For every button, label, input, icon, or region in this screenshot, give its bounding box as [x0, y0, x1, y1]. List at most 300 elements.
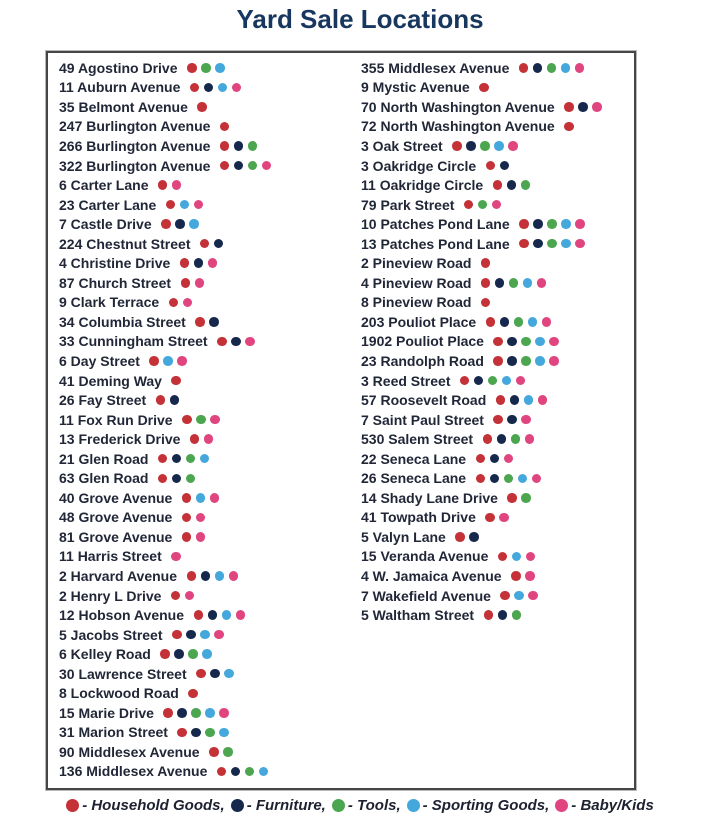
address-label: 9 Mystic Avenue: [361, 79, 470, 96]
household-category-dot: [496, 395, 506, 405]
address-label: 41 Deming Way: [59, 372, 162, 389]
address-label: 87 Church Street: [59, 274, 172, 291]
address-label: 63 Glen Road: [59, 470, 149, 487]
list-item: [361, 410, 634, 430]
address-label: 3 Reed Street: [361, 372, 451, 389]
baby-category-dot: [214, 630, 224, 640]
furniture-category-dot: [234, 141, 244, 151]
furniture-category-dot: [578, 102, 588, 112]
list-item: [361, 175, 634, 195]
household-category-dot: [511, 571, 521, 581]
address-label: 21 Glen Road: [59, 450, 149, 467]
list-item: [59, 762, 361, 782]
household-category-dot: [182, 532, 192, 542]
address-label: 14 Shady Lane Drive: [361, 489, 498, 506]
list-item: [361, 293, 634, 313]
list-item: [361, 136, 634, 156]
list-item: [59, 566, 361, 586]
address-label: 3 Oak Street: [361, 137, 443, 154]
furniture-category-dot: [533, 219, 543, 229]
furniture-category-dot: [177, 708, 187, 718]
address-label: 11 Harris Street: [59, 548, 162, 565]
furniture-category-dot: [533, 63, 543, 73]
address-label: 70 North Washington Avenue: [361, 98, 555, 115]
furniture-category-dot: [510, 395, 520, 405]
list-item: [59, 449, 361, 469]
household-category-dot: [564, 122, 574, 132]
list-item: [361, 78, 634, 98]
address-label: 90 Middlesex Avenue: [59, 743, 200, 760]
address-label: 7 Saint Paul Street: [361, 411, 484, 428]
tools-category-dot: [223, 747, 233, 757]
list-item: [59, 586, 361, 606]
list-item: [59, 390, 361, 410]
household-category-dot: [158, 180, 168, 190]
address-label: 13 Frederick Drive: [59, 431, 181, 448]
list-item: [59, 351, 361, 371]
sporting-category-dot: [512, 552, 522, 562]
address-label: 40 Grove Avenue: [59, 489, 173, 506]
list-item: [361, 312, 634, 332]
baby-category-dot: [171, 552, 181, 562]
household-category-dot: [479, 83, 489, 93]
sporting-category-dot: [200, 630, 210, 640]
tools-category-dot: [186, 474, 196, 484]
tools-category-dot: [478, 200, 488, 210]
sporting-category-dot: [189, 219, 199, 229]
household-category-dot: [194, 610, 204, 620]
list-item: [59, 703, 361, 723]
household-category-dot: [481, 278, 491, 288]
baby-category-dot: [521, 415, 531, 425]
tools-category-dot: [521, 337, 531, 347]
baby-category-dot: [183, 298, 193, 308]
furniture-category-dot: [500, 317, 510, 327]
furniture-category-dot: [210, 669, 220, 679]
address-label: 7 Wakefield Avenue: [361, 587, 491, 604]
tools-category-dot: [248, 161, 258, 171]
baby-category-dot: [196, 513, 206, 523]
furniture-category-dot: [490, 474, 500, 484]
tools-category-dot: [188, 649, 198, 659]
tools-category-dot: [509, 278, 519, 288]
baby-category-dot: [542, 317, 552, 327]
household-category-dot: [195, 317, 205, 327]
address-label: 8 Lockwood Road: [59, 685, 179, 702]
baby-category-dot: [508, 141, 518, 151]
baby-category-dot: [245, 337, 255, 347]
list-item: [59, 508, 361, 528]
household-category-dot: [493, 415, 503, 425]
furniture-category-dot: [209, 317, 219, 327]
household-category-dot: [485, 513, 495, 523]
list-item: [59, 312, 361, 332]
household-category-dot: [180, 258, 190, 268]
list-item: [361, 508, 634, 528]
sporting-category-dot: [215, 63, 225, 73]
address-label: 15 Veranda Avenue: [361, 548, 489, 565]
address-label: 7 Castle Drive: [59, 216, 152, 233]
baby-category-dot: [532, 474, 542, 484]
tools-category-dot: [245, 767, 255, 777]
household-category-dot: [187, 63, 197, 73]
baby-category-dot: [549, 356, 559, 366]
legend: [0, 797, 720, 816]
furniture-category-dot: [231, 767, 241, 777]
address-label: 136 Middlesex Avenue: [59, 763, 208, 780]
tools-category-dot: [512, 610, 522, 620]
address-label: 9 Clark Terrace: [59, 294, 160, 311]
household-category-dot: [507, 493, 517, 503]
baby-category-dot: [575, 239, 585, 249]
furniture-category-dot: [172, 454, 182, 464]
baby-category-dot: [537, 278, 547, 288]
furniture-category-dot: [175, 219, 185, 229]
legend-item: [401, 797, 550, 814]
sporting-category-dot: [205, 708, 215, 718]
list-item: [361, 449, 634, 469]
list-item: [59, 625, 361, 645]
list-item: [59, 293, 361, 313]
tools-category-dot: [201, 63, 211, 73]
sporting-category-dot: [494, 141, 504, 151]
baby-category-dot: [528, 591, 538, 601]
furniture-category-dot: [186, 630, 196, 640]
address-label: 72 North Washington Avenue: [361, 118, 555, 135]
baby-category-dot: [196, 532, 206, 542]
locations-column-left: [59, 58, 361, 788]
legend-item: [66, 797, 225, 814]
furniture-category-dot: [495, 278, 505, 288]
list-item: [361, 586, 634, 606]
sporting-category-dot: [202, 649, 212, 659]
address-label: 11 Auburn Avenue: [59, 79, 181, 96]
list-item: [59, 97, 361, 117]
household-category-dot: [452, 141, 462, 151]
list-item: [59, 527, 361, 547]
baby-category-dot: [195, 278, 205, 288]
furniture-category-dot: [174, 649, 184, 659]
household-category-dot: [519, 219, 529, 229]
legend-label: - Furniture,: [246, 797, 326, 814]
household-category-dot: [486, 161, 496, 171]
list-item: [59, 664, 361, 684]
baby-category-dot: [232, 83, 242, 93]
page-title: Yard Sale Locations: [236, 4, 484, 34]
household-category-dot: [481, 298, 491, 308]
household-category-dot: [460, 376, 470, 386]
household-category-dot: [171, 376, 181, 386]
household-category-dot: [493, 356, 503, 366]
furniture-category-dot: [170, 395, 180, 405]
baby-category-dot: [210, 415, 220, 425]
address-label: 57 Roosevelt Road: [361, 392, 487, 409]
list-item: [361, 605, 634, 625]
list-item: [361, 527, 634, 547]
furniture-category-dot: [194, 258, 204, 268]
baby-category-dot: [172, 180, 182, 190]
address-label: 5 Jacobs Street: [59, 626, 163, 643]
furniture-category-dot: [208, 610, 218, 620]
household-category-dot: [160, 649, 170, 659]
sporting-category-dot: [224, 669, 234, 679]
address-label: 23 Carter Lane: [59, 196, 157, 213]
legend-item: [326, 797, 401, 814]
tools-category-dot: [186, 454, 196, 464]
address-label: 26 Fay Street: [59, 392, 147, 409]
furniture-category-dot: [231, 799, 244, 812]
address-label: 34 Columbia Street: [59, 313, 186, 330]
address-label: 10 Patches Pond Lane: [361, 216, 510, 233]
furniture-category-dot: [201, 571, 211, 581]
list-item: [361, 488, 634, 508]
sporting-category-dot: [163, 356, 173, 366]
furniture-category-dot: [497, 434, 507, 444]
household-category-dot: [484, 610, 494, 620]
household-category-dot: [476, 474, 486, 484]
address-label: 11 Oakridge Circle: [361, 177, 484, 194]
tools-category-dot: [332, 799, 345, 812]
tools-category-dot: [521, 356, 531, 366]
address-label: 266 Burlington Avenue: [59, 137, 211, 154]
list-item: [361, 429, 634, 449]
baby-category-dot: [208, 258, 218, 268]
address-label: 48 Grove Avenue: [59, 509, 173, 526]
tools-category-dot: [511, 434, 521, 444]
sporting-category-dot: [518, 474, 528, 484]
address-label: 2 Henry L Drive: [59, 587, 162, 604]
household-category-dot: [220, 122, 230, 132]
address-label: 26 Seneca Lane: [361, 470, 467, 487]
household-category-dot: [209, 747, 219, 757]
furniture-category-dot: [498, 610, 508, 620]
baby-category-dot: [549, 337, 559, 347]
address-label: 6 Day Street: [59, 352, 140, 369]
sporting-category-dot: [259, 767, 269, 777]
sporting-category-dot: [180, 200, 190, 210]
legend-label: - Household Goods,: [82, 797, 225, 814]
list-item: [59, 684, 361, 704]
list-item: [59, 136, 361, 156]
list-item: [361, 273, 634, 293]
tools-category-dot: [191, 708, 201, 718]
household-category-dot: [217, 337, 227, 347]
furniture-category-dot: [500, 161, 510, 171]
list-item: [59, 488, 361, 508]
locations-list-box: [46, 51, 636, 790]
household-category-dot: [149, 356, 159, 366]
household-category-dot: [564, 102, 574, 112]
legend-label: - Baby/Kids: [571, 797, 654, 814]
household-category-dot: [197, 102, 207, 112]
sporting-category-dot: [215, 571, 225, 581]
baby-category-dot: [575, 63, 585, 73]
list-item: [59, 195, 361, 215]
address-label: 203 Pouliot Place: [361, 313, 477, 330]
baby-category-dot: [526, 552, 536, 562]
address-label: 2 Harvard Avenue: [59, 567, 178, 584]
baby-category-dot: [194, 200, 204, 210]
list-item: [59, 723, 361, 743]
address-label: 5 Waltham Street: [361, 607, 475, 624]
household-category-dot: [177, 728, 187, 738]
list-item: [361, 234, 634, 254]
address-label: 33 Cunningham Street: [59, 333, 208, 350]
household-category-dot: [171, 591, 181, 601]
tools-category-dot: [547, 63, 557, 73]
household-category-dot: [158, 454, 168, 464]
household-category-dot: [483, 434, 493, 444]
address-label: 247 Burlington Avenue: [59, 118, 211, 135]
list-item: [59, 234, 361, 254]
household-category-dot: [493, 337, 503, 347]
address-label: 13 Patches Pond Lane: [361, 235, 510, 252]
list-item: [361, 97, 634, 117]
sporting-category-dot: [407, 799, 420, 812]
address-label: 79 Park Street: [361, 196, 455, 213]
furniture-category-dot: [507, 337, 517, 347]
sporting-category-dot: [535, 356, 545, 366]
list-item: [361, 390, 634, 410]
address-label: 6 Carter Lane: [59, 177, 149, 194]
baby-category-dot: [210, 493, 220, 503]
furniture-category-dot: [204, 83, 214, 93]
address-label: 224 Chestnut Street: [59, 235, 191, 252]
tools-category-dot: [504, 474, 514, 484]
tools-category-dot: [480, 141, 490, 151]
tools-category-dot: [248, 141, 258, 151]
address-label: 15 Marie Drive: [59, 704, 154, 721]
sporting-category-dot: [524, 395, 534, 405]
tools-category-dot: [205, 728, 215, 738]
baby-category-dot: [516, 376, 526, 386]
address-label: 22 Seneca Lane: [361, 450, 467, 467]
list-item: [59, 605, 361, 625]
legend-label: - Sporting Goods,: [422, 797, 550, 814]
list-item: [361, 547, 634, 567]
list-item: [59, 429, 361, 449]
furniture-category-dot: [234, 161, 244, 171]
household-category-dot: [166, 200, 176, 210]
list-item: [59, 58, 361, 78]
baby-category-dot: [525, 434, 535, 444]
household-category-dot: [455, 532, 465, 542]
address-label: 322 Burlington Avenue: [59, 157, 211, 174]
household-category-dot: [190, 434, 200, 444]
tools-category-dot: [488, 376, 498, 386]
household-category-dot: [493, 180, 503, 190]
household-category-dot: [464, 200, 474, 210]
baby-category-dot: [204, 434, 214, 444]
baby-category-dot: [185, 591, 195, 601]
legend-label: - Tools,: [347, 797, 401, 814]
furniture-category-dot: [474, 376, 484, 386]
list-item: [361, 58, 634, 78]
household-category-dot: [481, 258, 491, 268]
baby-category-dot: [504, 454, 514, 464]
furniture-category-dot: [466, 141, 476, 151]
baby-category-dot: [555, 799, 568, 812]
address-label: 3 Oakridge Circle: [361, 157, 477, 174]
list-item: [361, 332, 634, 352]
furniture-category-dot: [490, 454, 500, 464]
address-label: 41 Towpath Drive: [361, 509, 476, 526]
list-item: [59, 273, 361, 293]
sporting-category-dot: [219, 728, 229, 738]
address-label: 530 Salem Street: [361, 431, 474, 448]
tools-category-dot: [521, 493, 531, 503]
baby-category-dot: [177, 356, 187, 366]
sporting-category-dot: [561, 239, 571, 249]
household-category-dot: [196, 669, 206, 679]
list-item: [59, 644, 361, 664]
list-item: [59, 547, 361, 567]
tools-category-dot: [521, 180, 531, 190]
household-category-dot: [172, 630, 182, 640]
baby-category-dot: [262, 161, 272, 171]
sporting-category-dot: [200, 454, 210, 464]
household-category-dot: [161, 219, 171, 229]
household-category-dot: [66, 799, 79, 812]
household-category-dot: [476, 454, 486, 464]
list-item: [59, 332, 361, 352]
sporting-category-dot: [561, 219, 571, 229]
baby-category-dot: [592, 102, 602, 112]
tools-category-dot: [196, 415, 206, 425]
household-category-dot: [181, 278, 191, 288]
household-category-dot: [498, 552, 508, 562]
household-category-dot: [200, 239, 210, 249]
address-label: 355 Middlesex Avenue: [361, 59, 510, 76]
list-item: [361, 156, 634, 176]
list-item: [59, 214, 361, 234]
list-item: [59, 117, 361, 137]
list-item: [361, 468, 634, 488]
furniture-category-dot: [214, 239, 224, 249]
furniture-category-dot: [172, 474, 182, 484]
address-label: 2 Pineview Road: [361, 255, 472, 272]
address-label: 5 Valyn Lane: [361, 528, 446, 545]
household-category-dot: [519, 63, 529, 73]
baby-category-dot: [492, 200, 502, 210]
household-category-dot: [158, 474, 168, 484]
legend-item: [225, 797, 326, 814]
address-label: 4 Christine Drive: [59, 255, 171, 272]
legend-item: [549, 797, 654, 814]
furniture-category-dot: [533, 239, 543, 249]
address-label: 4 W. Jamaica Avenue: [361, 567, 502, 584]
address-label: 49 Agostino Drive: [59, 59, 178, 76]
address-label: 11 Fox Run Drive: [59, 411, 173, 428]
list-item: [59, 78, 361, 98]
baby-category-dot: [538, 395, 548, 405]
list-item: [361, 351, 634, 371]
household-category-dot: [220, 161, 230, 171]
list-item: [361, 117, 634, 137]
sporting-category-dot: [502, 376, 512, 386]
furniture-category-dot: [507, 415, 517, 425]
list-item: [59, 468, 361, 488]
baby-category-dot: [575, 219, 585, 229]
address-label: 23 Randolph Road: [361, 352, 484, 369]
list-item: [59, 156, 361, 176]
list-item: [361, 214, 634, 234]
furniture-category-dot: [507, 356, 517, 366]
locations-column-right: [361, 58, 634, 788]
list-item: [59, 175, 361, 195]
household-category-dot: [500, 591, 510, 601]
list-item: [361, 253, 634, 273]
